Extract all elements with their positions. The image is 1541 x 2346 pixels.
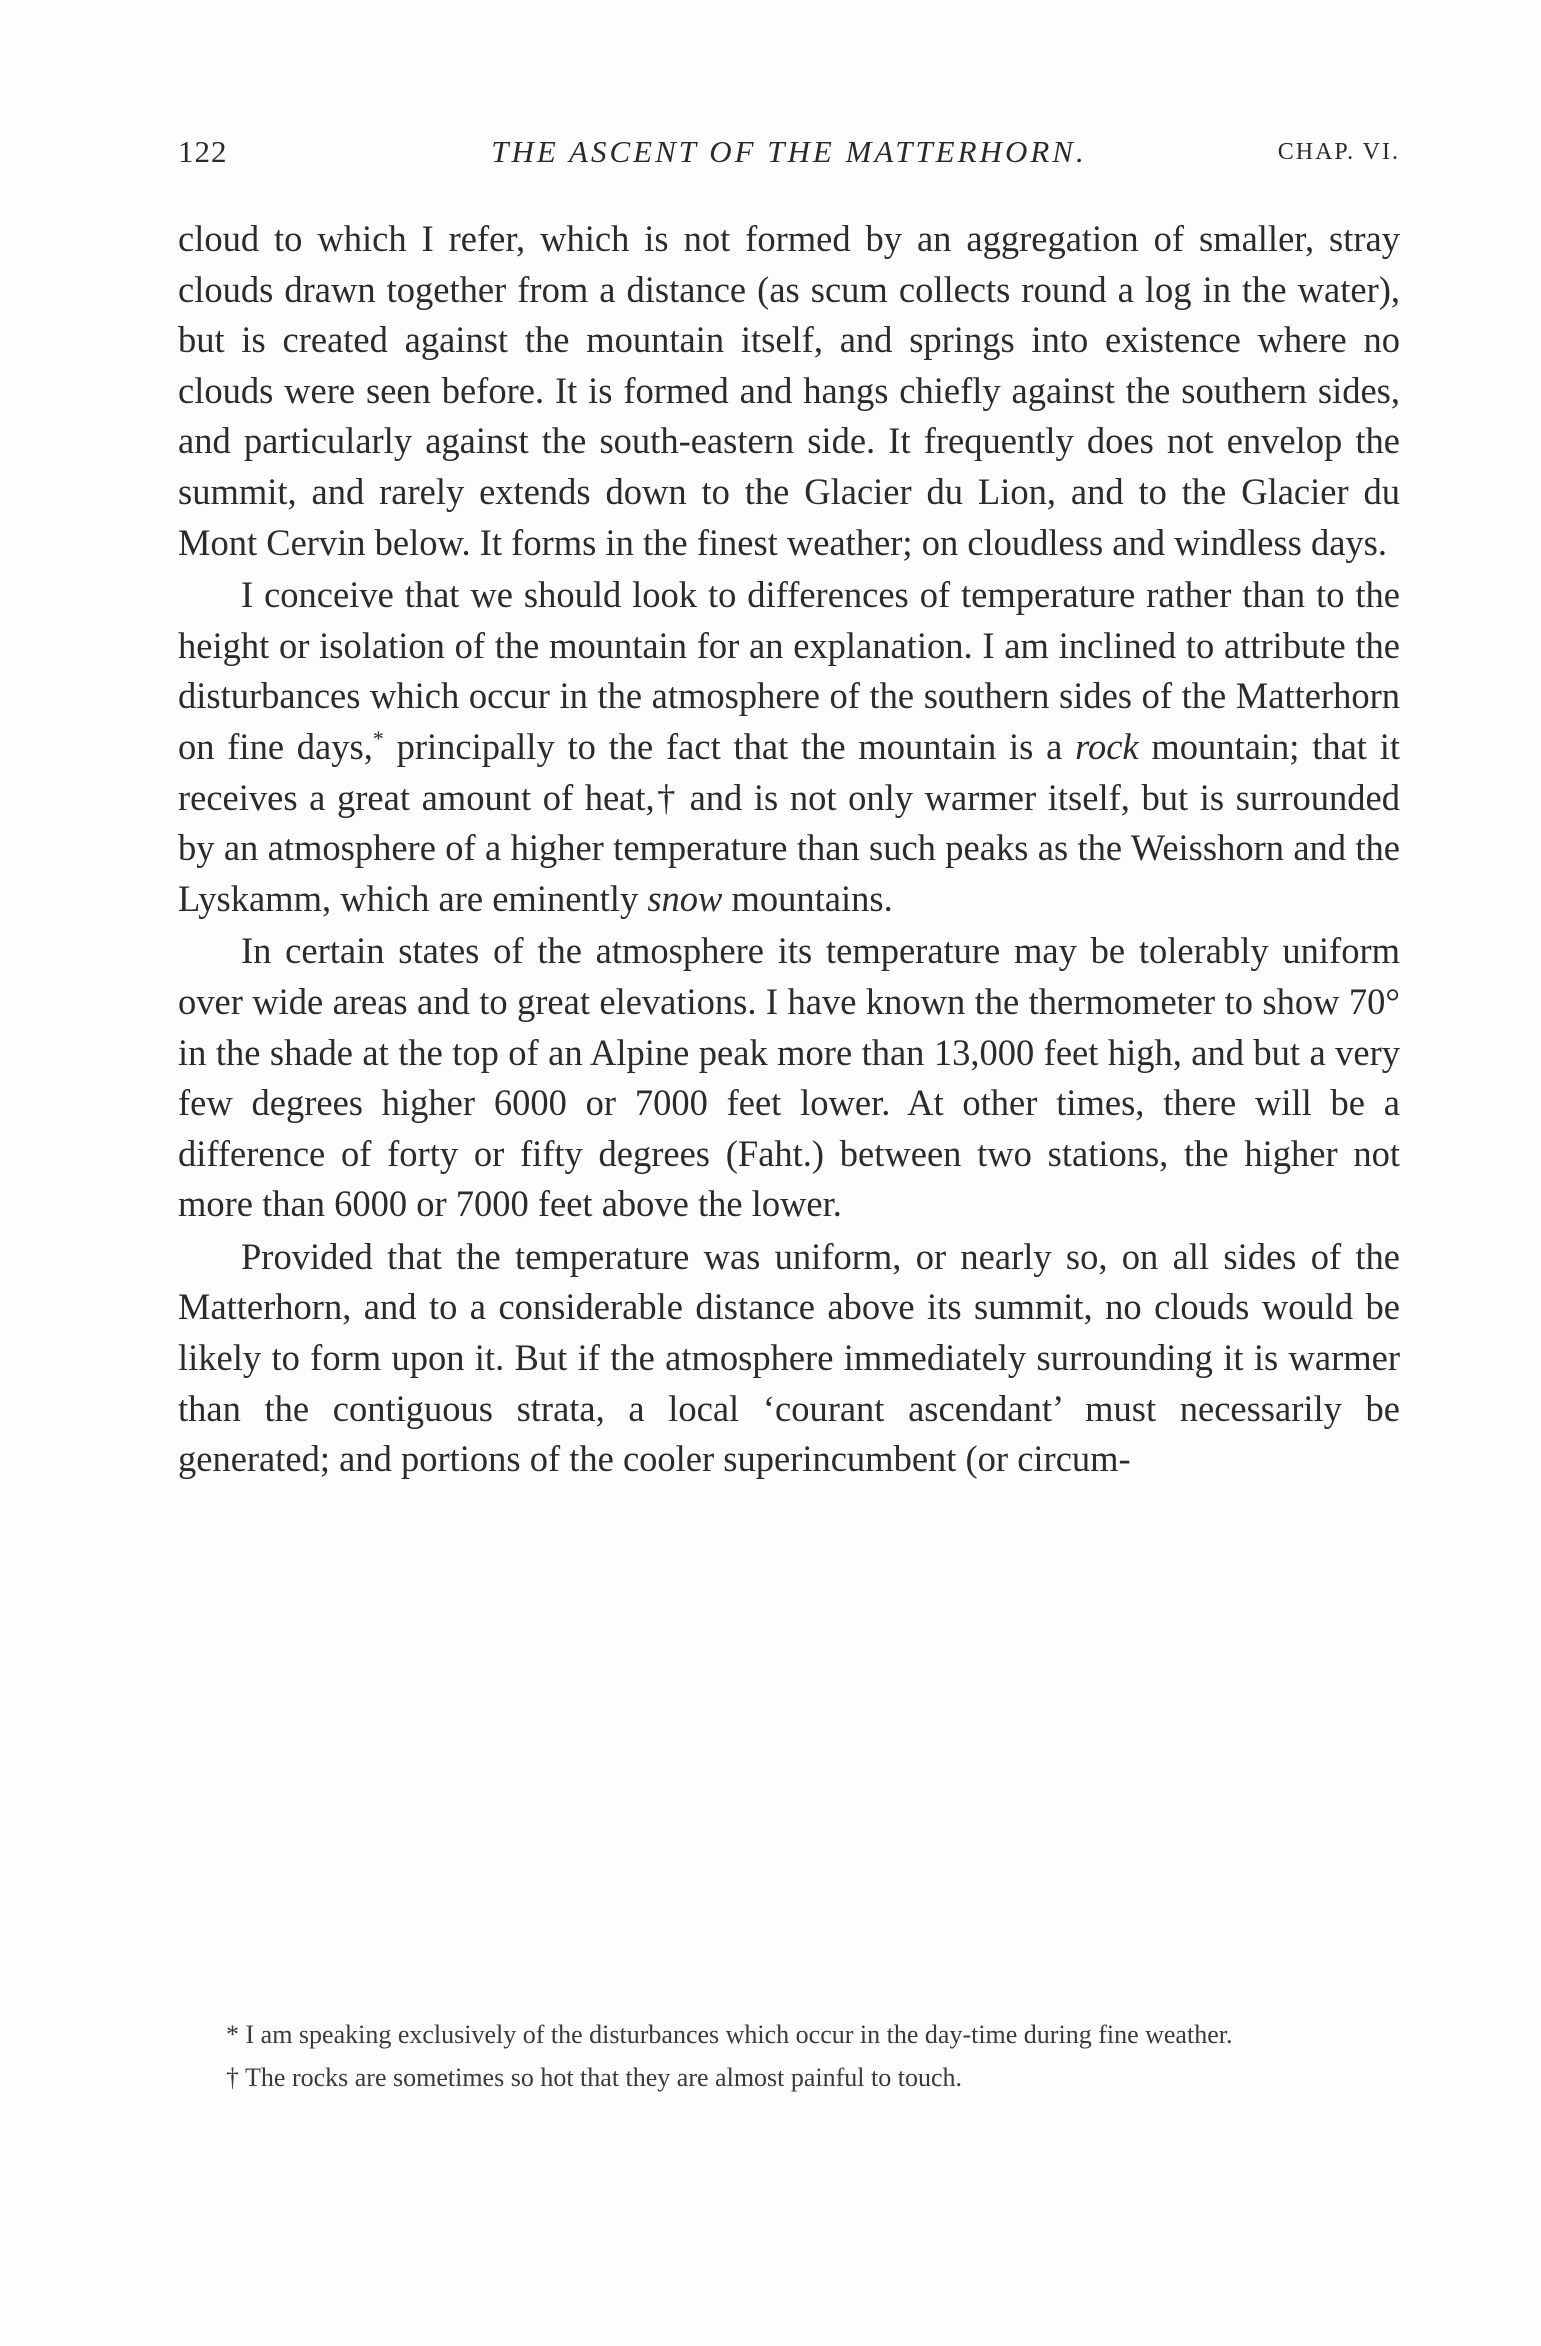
italic-word-snow: snow <box>647 877 723 919</box>
chapter-label: CHAP. VI. <box>1277 139 1400 165</box>
footnote-asterisk: * I am speaking exclusively of the disturbances which occur in the day-time during fine weather. <box>226 2020 1233 2049</box>
page-number: 122 <box>178 134 228 169</box>
paragraph-continued: cloud to which I refer, which is not formed by an aggregation of smaller, stray clouds drawn together from a distance (as scum collects round a log in the water), but is created against the mountain itself, and springs into existence where no clouds were seen before. It is formed and hangs chiefly against the southern sides, and particularly against the south-eastern side. It frequently does not envelop the summit, and rarely extends down to the Glacier du Lion, and to the Glacier du Mont Cervin below. It forms in the finest weather; on cloudless and windless days. <box>178 218 1400 563</box>
italic-word-rock: rock <box>1075 725 1139 767</box>
footnote-ref-dagger: † <box>654 776 678 818</box>
paragraph-text: mountains. <box>722 877 893 919</box>
footnote-ref-asterisk: * <box>372 725 384 751</box>
paragraph-temperature-theory <box>178 570 1400 924</box>
running-head <box>178 132 1400 172</box>
running-title: THE ASCENT OF THE MATTERHORN. <box>491 134 1087 169</box>
paragraph-text: and is not only warmer itself, but is surrounded by an atmosphere of a higher temperature than such peaks as the Weisshorn and the Lyskamm, which are eminently <box>178 776 1400 919</box>
paragraph-atmosphere-states: In certain states of the atmosphere its temperature may be tolerably uniform over wide areas and to great elevations. I have known the thermometer to show 70° in the shade at the top of an Alpine peak more than 13,000 feet high, and but a very few degrees higher 6000 or 7000 feet lower. At other times, there will be a difference of forty or fifty degrees (Faht.) between two stations, the higher not more than 6000 or 7000 feet above the lower. <box>178 930 1400 1225</box>
paragraph-uniform-temperature: Provided that the temperature was uniform, or nearly so, on all sides of the Matterhorn, and to a considerable distance above its summit, no clouds would be likely to form upon it. But if the atmosphere immediately surrounding it is warmer than the contiguous strata, a local ‘courant ascendant’ must necessarily be generated; and portions of the cooler superincumbent (or circum- <box>178 1235 1400 1480</box>
paragraph-text: mountain; that it receives a great amount of heat, <box>178 725 1401 818</box>
body-text <box>178 214 1400 1485</box>
footnote-dagger: † The rocks are sometimes so hot that they are almost painful to touch. <box>226 2063 963 2092</box>
footnotes <box>178 2016 1400 2096</box>
paragraph-text: I conceive that we should look to differences of temperature rather than to the height or isolation of the mountain for an explanation. I am inclined to attribute the disturbances which occur in the atmosphere of the southern sides of the Matterhorn on fine days, <box>178 574 1400 767</box>
paragraph-text: principally to the fact that the mountain is a <box>383 725 1076 767</box>
